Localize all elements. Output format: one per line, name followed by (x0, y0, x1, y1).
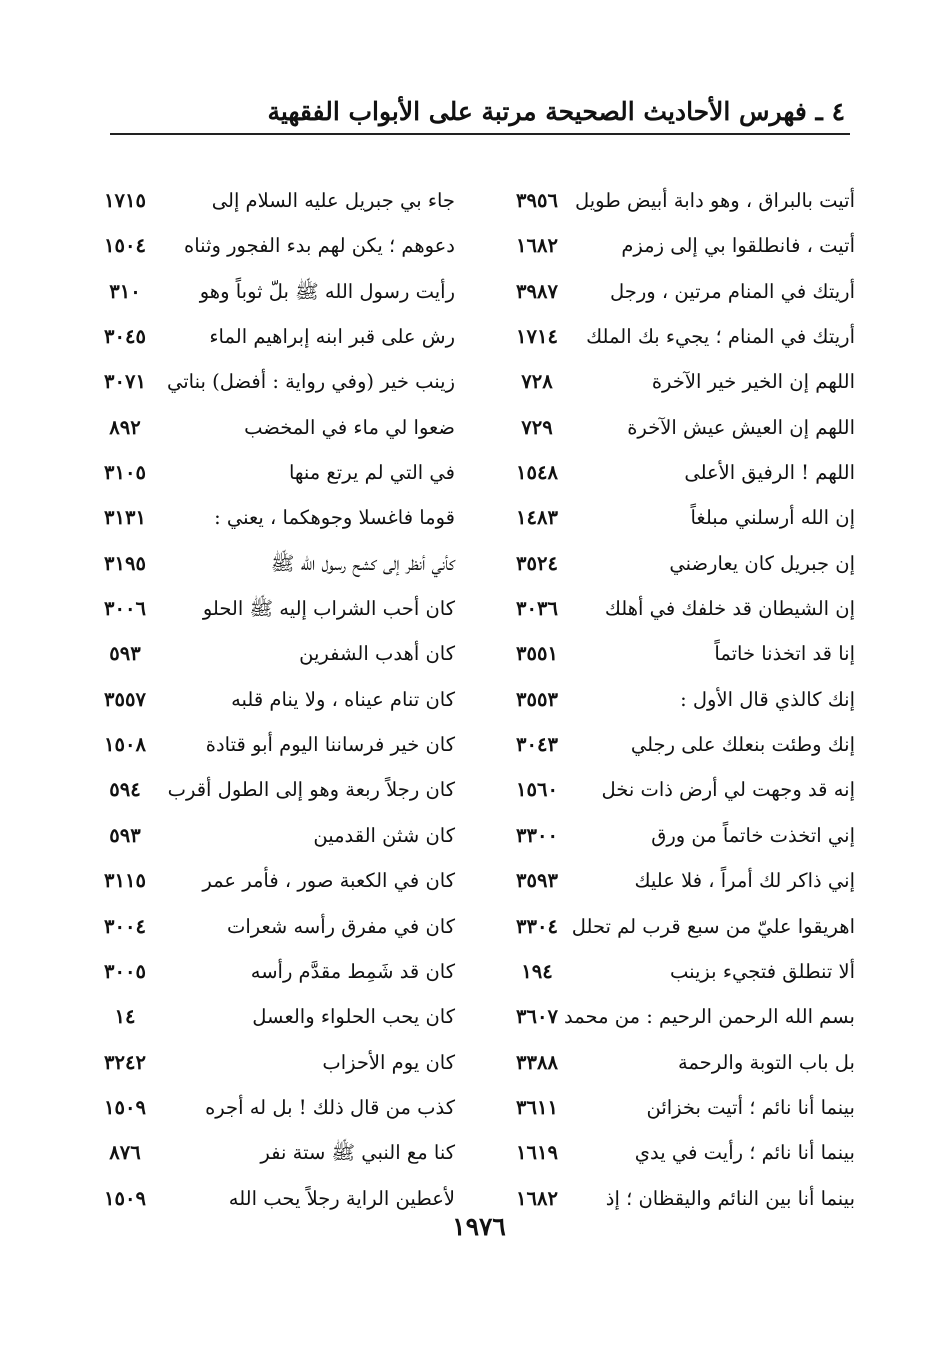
entry-text-right: إن الشيطان قد خلفك في أهلك (604, 597, 855, 621)
hadith-number-left: ٥٩٤ (109, 778, 141, 802)
entry-text-right: بل باب التوبة والرحمة (677, 1050, 855, 1074)
hadith-number-right: ٣٠٤٣ (516, 733, 558, 757)
hadith-number-left: ٣١١٥ (104, 869, 146, 893)
hadith-number-right: ١٥٦٠ (516, 778, 558, 802)
entry-text-right: بينما أنا بين النائم واليقظان ؛ إذ (605, 1186, 855, 1210)
entry-text-right: بسم الله الرحمن الرحيم : من محمد (564, 1005, 855, 1029)
entry-text-left: رش على قبر ابنه إبراهيم الماء (209, 325, 455, 349)
index-row (85, 586, 855, 631)
hadith-number-right: ١٤٨٣ (516, 506, 558, 530)
index-row (85, 359, 855, 404)
entry-text-left: كأني أنظر إلى كشح رسول الله ﷺ (270, 551, 455, 575)
entry-text-left: قوما فاغسلا وجوهكما ، يعني : (214, 506, 455, 530)
index-row (85, 495, 855, 540)
entry-text-left: كان في الكعبة صور ، فأمر عمر (202, 869, 455, 893)
index-row (85, 223, 855, 268)
entry-text-left: كذب من قال ذلك ! بل له أجره (205, 1095, 455, 1119)
hadith-number-left: ٣١٠ (109, 279, 141, 303)
index-row (85, 767, 855, 812)
hadith-number-right: ٣٦٠٧ (516, 1005, 558, 1029)
hadith-number-right: ١٦٨٢ (516, 1186, 558, 1210)
hadith-number-left: ٣٥٥٧ (104, 687, 146, 711)
index-row (85, 994, 855, 1039)
hadith-number-left: ٣١٣١ (104, 506, 146, 530)
hadith-number-left: ٨٧٦ (109, 1141, 141, 1165)
index-row (85, 314, 855, 359)
entry-text-right: إن جبريل كان يعارضني (669, 551, 855, 575)
index-row (85, 904, 855, 949)
hadith-number-left: ١٥٠٩ (104, 1186, 146, 1210)
hadith-number-left: ٣٠٠٤ (104, 914, 146, 938)
index-row (85, 677, 855, 722)
entry-text-right: أريتك في المنام ؛ يجيء بك الملك (586, 325, 855, 349)
hadith-number-right: ١٦١٩ (516, 1141, 558, 1165)
entry-text-right: ألا تنطلق فتجيء بزينب (669, 959, 855, 983)
hadith-number-left: ٣٢٤٢ (104, 1050, 146, 1074)
entry-text-right: اللهم ! الرفيق الأعلى (684, 461, 855, 485)
index-row (85, 813, 855, 858)
hadith-number-left: ٣٠٤٥ (104, 325, 146, 349)
index-row (85, 178, 855, 223)
entry-text-right: إني ذاكر لك أمراً ، فلا عليك (634, 869, 855, 893)
header-rule (110, 133, 850, 135)
hadith-number-right: ٧٢٨ (521, 370, 553, 394)
hadith-number-left: ٥٩٣ (109, 823, 141, 847)
entry-text-left: كان قد شَمِط مقدَّم رأسه (250, 959, 455, 983)
hadith-number-right: ٣٥٢٤ (516, 551, 558, 575)
entry-text-left: كان تنام عيناه ، ولا ينام قلبه (231, 687, 455, 711)
entry-text-left: كان أحب الشراب إليه ﷺ الحلو (202, 597, 455, 621)
entry-text-left: كان يوم الأحزاب (322, 1050, 455, 1074)
hadith-number-left: ٣٠٧١ (104, 370, 146, 394)
entry-text-left: لأعطين الراية رجلاً يحب الله (228, 1186, 455, 1210)
hadith-number-left: ١٥٠٤ (104, 234, 146, 258)
entry-text-left: دعوهم ؛ يكن لهم بدء الفجور وثناه (183, 234, 455, 258)
entry-text-right: بينما أنا نائم ؛ رأيت في يدي (634, 1141, 855, 1165)
index-row (85, 541, 855, 586)
entry-text-left: كنا مع النبي ﷺ ستة نفر (260, 1141, 455, 1165)
entry-text-left: كان شثن القدمين (313, 823, 455, 847)
hadith-number-right: ١٦٨٢ (516, 234, 558, 258)
entry-text-left: كان رجلاً ربعة وهو إلى الطول أقرب (167, 778, 455, 802)
entry-text-right: أتيت ، فانطلقوا بي إلى زمزم (621, 234, 855, 258)
hadith-number-right: ٣٦١١ (516, 1095, 558, 1119)
page-header: ٤ ـ فهرس الأحاديث الصحيحة مرتبة على الأبواب الفقهية (267, 97, 845, 126)
hadith-number-left: ٣٠٠٦ (104, 597, 146, 621)
hadith-number-left: ٣١٩٥ (104, 551, 146, 575)
entry-text-left: كان أهدب الشفرين (299, 642, 455, 666)
entry-text-right: إنا قد اتخذنا خاتماً (714, 642, 855, 666)
hadith-number-left: ١٧١٥ (104, 189, 146, 212)
hadith-number-right: ٣٩٥٦ (516, 189, 558, 212)
entry-text-left: رأيت رسول الله ﷺ بلّ ثوباً وهو (199, 279, 455, 303)
index-row (85, 1040, 855, 1085)
index-row (85, 1085, 855, 1130)
hadith-number-right: ١٥٤٨ (516, 461, 558, 485)
entry-text-right: أريتك في المنام مرتين ، ورجل (610, 279, 855, 303)
entry-text-left: جاء بي جبريل عليه السلام إلى (211, 189, 455, 212)
hadith-number-right: ٣٩٨٧ (516, 279, 558, 303)
hadith-number-left: ٣١٠٥ (104, 461, 146, 485)
hadith-number-right: ١٧١٤ (516, 325, 558, 349)
entry-text-right: اللهم إن الخير خير الآخرة (651, 370, 855, 394)
entry-text-left: ضعوا لي ماء في المخضب (244, 415, 455, 439)
entry-text-left: في التي لم يرتع منها (288, 461, 455, 485)
entry-text-right: بينما أنا نائم ؛ أتيت بخزائن (646, 1095, 855, 1119)
hadith-number-left: ١٥٠٨ (104, 733, 146, 757)
entry-text-right: إن الله أرسلني مبلغاً (690, 506, 855, 530)
index-row (85, 722, 855, 767)
hadith-number-left: ١٤ (114, 1005, 136, 1029)
index-row (85, 1130, 855, 1175)
entry-text-right: إنك وطئت بنعلك على رجلي (630, 733, 855, 757)
entry-text-left: كان يحب الحلواء والعسل (252, 1005, 455, 1029)
page-number: ١٩٧٦ (452, 1212, 506, 1241)
index-row (85, 858, 855, 903)
hadith-number-right: ٧٢٩ (521, 415, 553, 439)
hadith-number-right: ٣٣٨٨ (516, 1050, 558, 1074)
hadith-number-right: ٣٣٠٠ (516, 823, 558, 847)
index-row (85, 949, 855, 994)
hadith-number-right: ٣٣٠٤ (516, 914, 558, 938)
index-table (85, 178, 855, 1221)
entry-text-right: إنك كالذي قال الأول : (680, 687, 855, 711)
index-row (85, 450, 855, 495)
entry-text-left: كان خير فرساننا اليوم أبو قتادة (205, 733, 455, 757)
entry-text-right: اهريقوا عليّ من سبع قرب لم تحلل (571, 914, 855, 938)
index-row (85, 269, 855, 314)
hadith-number-right: ٣٠٣٦ (516, 597, 558, 621)
hadith-number-right: ٣٥٥١ (516, 642, 558, 666)
hadith-number-right: ٣٥٥٣ (516, 687, 558, 711)
entry-text-left: كان في مفرق رأسه شعرات (226, 914, 455, 938)
entry-text-right: إني اتخذت خاتماً من ورق (651, 823, 855, 847)
entry-text-right: إنه قد وجهت لي أرض ذات نخل (601, 778, 855, 802)
hadith-number-left: ١٥٠٩ (104, 1095, 146, 1119)
entry-text-right: أتيت بالبراق ، وهو دابة أبيض طويل (574, 189, 855, 212)
hadith-number-left: ٥٩٣ (109, 642, 141, 666)
entry-text-right: اللهم إن العيش عيش الآخرة (627, 415, 855, 439)
entry-text-left: زينب خير (وفي رواية : أفضل) بناتي (166, 370, 455, 394)
hadith-number-right: ٣٥٩٣ (516, 869, 558, 893)
hadith-number-left: ٣٠٠٥ (104, 959, 146, 983)
index-row (85, 631, 855, 676)
index-row (85, 405, 855, 450)
hadith-number-right: ١٩٤ (521, 959, 553, 983)
hadith-number-left: ٨٩٢ (109, 415, 141, 439)
